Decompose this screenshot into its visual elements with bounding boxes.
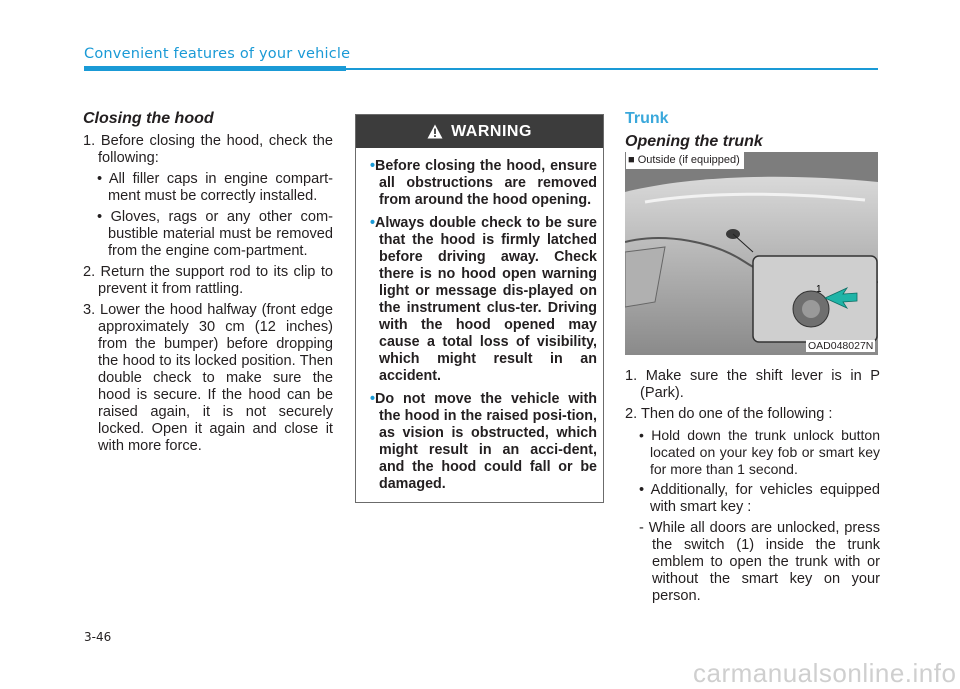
trunk-illustration <box>625 152 878 355</box>
warning-header <box>356 115 603 148</box>
car-rear-illustration <box>625 152 878 355</box>
closing-hood-step-2: 2. Return the support rod to its clip to prevent it from rattling. <box>83 264 333 297</box>
warning-box <box>355 114 604 503</box>
trunk-bullet-2: • Additionally, for vehicles equipped with smart key : <box>639 482 880 515</box>
watermark: carmanualsonline.info <box>693 658 957 688</box>
bullet-dot-icon: • <box>370 215 376 231</box>
warning-item: •Do not move the vehicle with the hood in the raised posi-tion, as vision is obstructed, which might result in an acci-dent, and the hood could fall or be damaged. <box>370 391 597 492</box>
trunk-step-1: 1. Make sure the shift lever is in P (Park). <box>625 368 880 401</box>
warning-triangle-icon <box>427 124 443 139</box>
figure-code: OAD048027N <box>808 340 874 352</box>
trunk-heading: Trunk <box>625 110 669 127</box>
opening-trunk-heading: Opening the trunk <box>625 133 763 150</box>
header-rule <box>346 68 878 70</box>
trunk-dash-1: - While all doors are unlocked, press the switch (1) inside the trunk emblem to open the trunk with or without the smart key on your person. <box>639 520 880 604</box>
figure-caption: ■ Outside (if equipped) <box>628 154 740 166</box>
closing-hood-step-3: 3. Lower the hood halfway (front edge approximately 30 cm (12 inches) from the bumper) before dropping the hood to its locked position. Then double check to make sure the hood is secure. If the hood can be raised again, it is not securely locked. Open it again and close it with more force. <box>83 302 333 454</box>
bullet-dot-icon: • <box>370 391 376 407</box>
bullet-dot-icon: • <box>370 158 376 174</box>
closing-hood-bullet-2: • Gloves, rags or any other com-bustible material must be removed from the engine com-partment. <box>97 209 333 259</box>
page-number: 3-46 <box>84 630 112 644</box>
warning-list <box>370 158 597 493</box>
closing-hood-heading: Closing the hood <box>83 110 214 127</box>
closing-hood-bullet-1: • All filler caps in engine compart-ment must be correctly installed. <box>97 171 333 204</box>
section-header-title: Convenient features of your vehicle <box>84 46 351 62</box>
closing-hood-step-1: 1. Before closing the hood, check the following: <box>83 133 333 166</box>
trunk-step-2: 2. Then do one of the following : <box>625 406 833 422</box>
trunk-bullet-1: • Hold down the trunk unlock button located on your key fob or smart key for more than 1 second. <box>639 427 880 477</box>
closing-hood-column <box>83 110 333 459</box>
figure-callout-number: 1 <box>816 284 822 295</box>
warning-title: WARNING <box>451 122 532 140</box>
header-accent-bar <box>84 66 346 71</box>
warning-item: •Always double check to be sure that the hood is firmly latched before driving away. Check there is no hood open warning light or message dis-played on the instrument clus-ter. Driving with the hood opened may cause a total loss of visibility, which might result in an accident. <box>370 215 597 384</box>
warning-item: •Before closing the hood, ensure all obstructions are removed from around the hood opening. <box>370 158 597 208</box>
